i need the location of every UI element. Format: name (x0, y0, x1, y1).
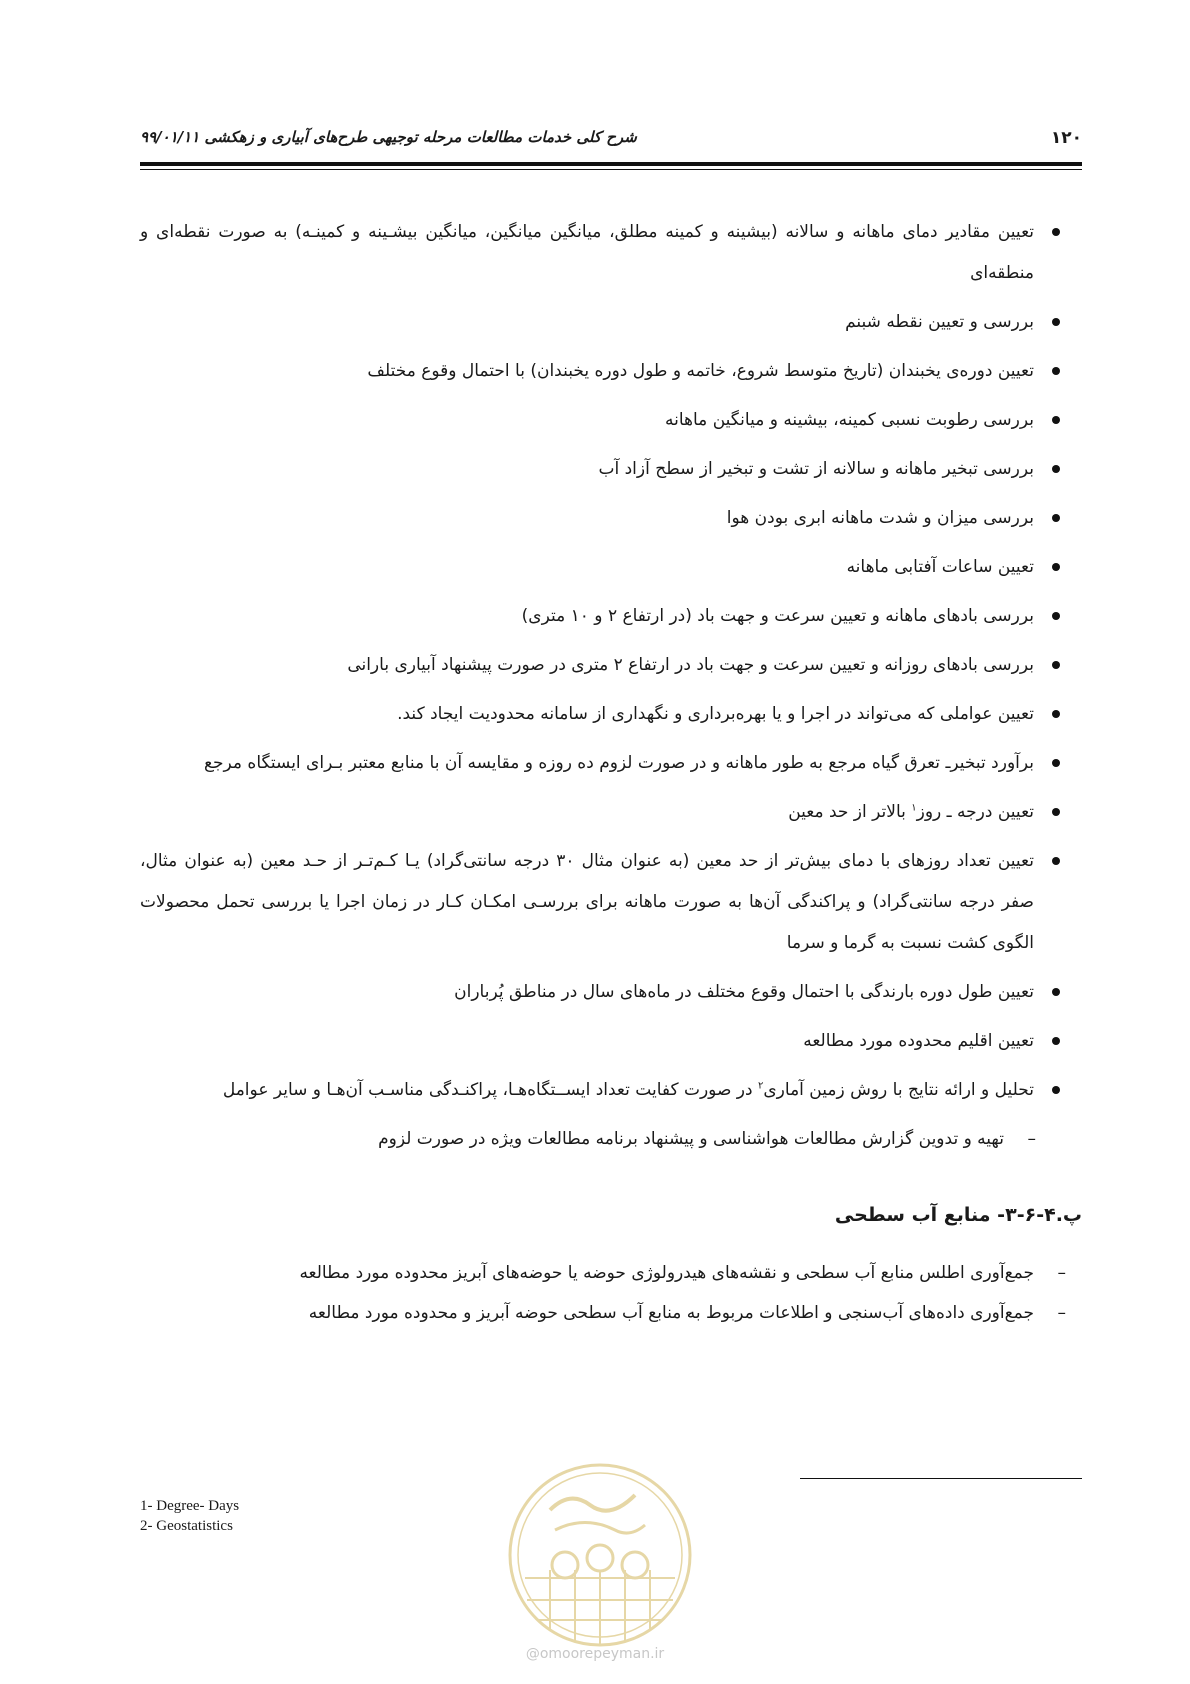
seal-logo (505, 1460, 695, 1650)
running-title: شرح کلی خدمات مطالعات مرحله توجیهی طرح‌های آبیاری و زهکشی ۹۹/۰۱/۱۱ (140, 128, 637, 146)
list-item: بررسی بادهای روزانه و تعیین سرعت و جهت باد در ارتفاع ۲ متری در صورت پیشنهاد آبیاری بارانی (140, 645, 1082, 686)
list-item: تعیین اقلیم محدوده مورد مطالعه (140, 1021, 1082, 1062)
dash-list-item (140, 1119, 1082, 1159)
footnotes (140, 1496, 239, 1536)
footnote-ref: ۲ (758, 1080, 764, 1092)
header-rule-thick (140, 162, 1082, 166)
footnote: 1- Degree- Days (140, 1498, 240, 1514)
footnote-separator (800, 1478, 1082, 1479)
list-item-text: در صورت کفایت تعداد ایســتگاه‌هـا، پراکنـدگی مناسـب آن‌هـا و سایر عوامل (222, 1080, 758, 1100)
page-number: ۱۲۰ (1050, 128, 1082, 148)
dash-item-text: جمع‌آوری داده‌های آب‌سنجی و اطلاعات مربوط به منابع آب سطحی حوضه آبریز و محدوده مورد مطالعه (308, 1303, 1034, 1323)
list-item: تعیین دوره‌ی یخبندان (تاریخ متوسط شروع، خاتمه و طول دوره یخبندان) با احتمال وقوع مختلف (140, 351, 1082, 392)
list-item: تعیین طول دوره بارندگی با احتمال وقوع مختلف در ماه‌های سال در مناطق پُرباران (140, 972, 1082, 1013)
dash-item-text: جمع‌آوری اطلس منابع آب سطحی و نقشه‌های هیدرولوژی حوضه یا حوضه‌های آبریز محدوده مورد مطالعه (299, 1263, 1034, 1283)
list-item: تعیین ساعات آفتابی ماهانه (140, 547, 1082, 588)
list-item-text: تعیین درجه ـ روز (916, 802, 1034, 822)
list-item: بررسی و تعیین نقطه شبنم (140, 302, 1082, 343)
list-item: برآورد تبخیرـ تعرق گیاه مرجع به طور ماهانه و در صورت لزوم ده روزه و مقایسه آن با منابع معتبر بـرای ایستگاه مرجع (140, 743, 1082, 784)
list-item: تعیین عواملی که می‌تواند در اجرا و یا بهره‌برداری و نگهداری از سامانه محدودیت ایجاد کند. (140, 694, 1082, 735)
header-rule-thin (140, 169, 1082, 170)
dash-marker: – (1057, 1303, 1066, 1323)
dash-list-item (140, 1253, 1082, 1293)
footnote: 2- Geostatistics (140, 1518, 233, 1534)
list-item: بررسی بادهای ماهانه و تعیین سرعت و جهت باد (در ارتفاع ۲ و ۱۰ متری) (140, 596, 1082, 637)
section-heading: پ.۴-۶-۳- منابع آب سطحی (834, 1204, 1082, 1226)
page-header (140, 128, 1082, 156)
list-item: بررسی تبخیر ماهانه و سالانه از تشت و تبخیر از سطح آزاد آب (140, 449, 1082, 490)
list-item: تعیین مقادیر دمای ماهانه و سالانه (بیشینه و کمینه مطلق، میانگین میانگین، میانگین بیشـینه و کمینـه) به صورت نقطه‌ای و منطقه‌ای (140, 212, 1082, 294)
dash-marker: – (1057, 1263, 1066, 1283)
list-item: بررسی میزان و شدت ماهانه ابری بودن هوا (140, 498, 1082, 539)
watermark: @omoorepeyman.ir (525, 1646, 665, 1662)
dash-item-text: تهیه و تدوین گزارش مطالعات هواشناسی و پیشنهاد برنامه مطالعات ویژه در صورت لزوم (378, 1129, 1004, 1149)
list-item (140, 1070, 1082, 1111)
list-item-text: تحلیل و ارائه نتایج با روش زمین آماری (763, 1080, 1034, 1100)
list-item (140, 792, 1082, 833)
list-item: بررسی رطوبت نسبی کمینه، بیشینه و میانگین ماهانه (140, 400, 1082, 441)
footnote-ref: ۱ (911, 802, 917, 814)
list-item-text: بالاتر از حد معین (788, 802, 912, 822)
page-body (140, 212, 1082, 1333)
dash-marker: – (1027, 1129, 1036, 1149)
bullet-list (140, 212, 1082, 1111)
dash-list-item (140, 1293, 1082, 1333)
list-item: تعیین تعداد روزهای با دمای بیش‌تر از حد معین (به عنوان مثال ۳۰ درجه سانتی‌گراد) یـا کـم‌تـر از حـد معین (به عنوان مثال، صفر درجه سانتی‌گراد) و پراکندگی آن‌ها به صورت ماهانه برای بررسـی امکـان کـار در زمان اجرا یا بررسی تحمل محصولات الگوی کشت نسبت به گرما و سرما (140, 841, 1082, 964)
